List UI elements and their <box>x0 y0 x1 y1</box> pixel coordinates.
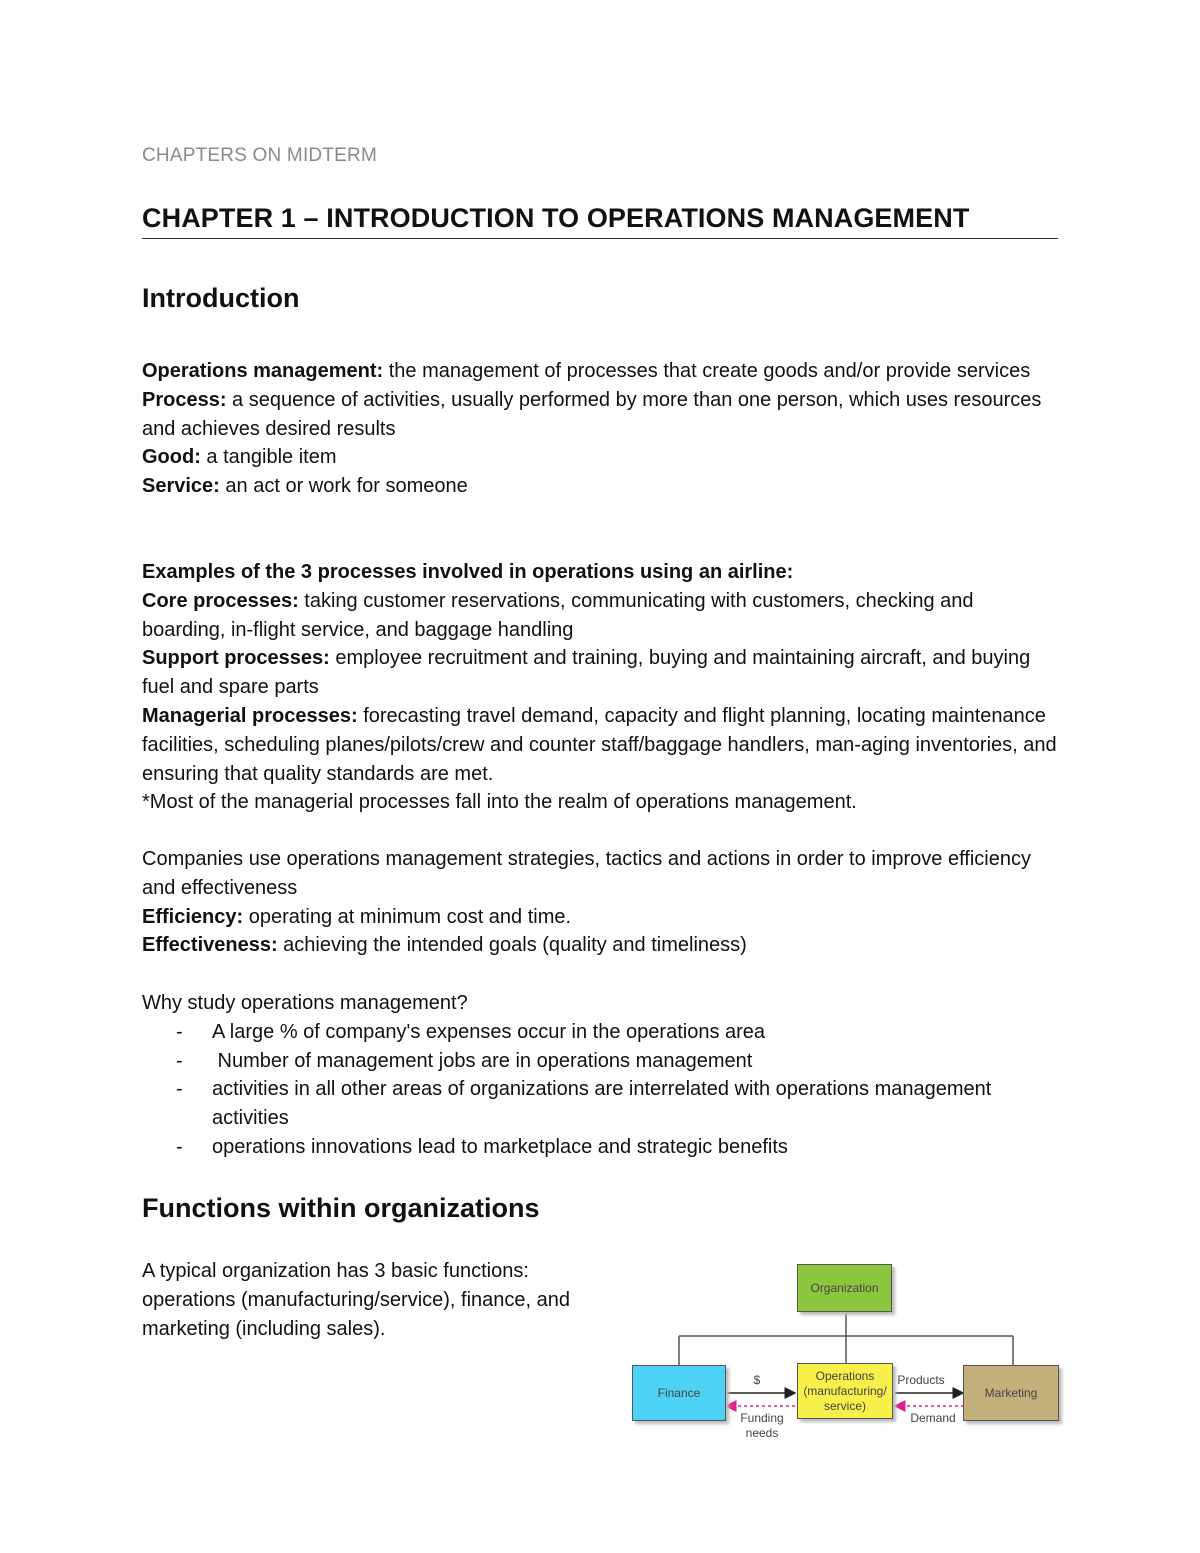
money-label: $ <box>753 1373 761 1387</box>
definition-effectiveness <box>142 931 1058 960</box>
definition-efficiency <box>142 903 1058 932</box>
term: Process: <box>142 388 227 411</box>
term: Core processes: <box>142 589 299 612</box>
organization-box: Organization <box>797 1264 892 1312</box>
definition-process <box>142 386 1058 444</box>
examples-heading: Examples of the 3 processes involved in operations using an airline: <box>142 561 794 583</box>
list-item: - operations innovations lead to marketplace and strategic benefits <box>142 1133 1058 1162</box>
why-study-block <box>142 989 1058 1162</box>
managerial-processes <box>142 702 1058 788</box>
term: Service: <box>142 475 220 498</box>
finance-box: Finance <box>632 1365 726 1421</box>
definition-good <box>142 443 1058 472</box>
why-question: Why study operations management? <box>142 992 468 1014</box>
efficiency-intro: Companies use operations management strategies, tactics and actions in order to improve efficiency and effectiveness <box>142 848 1031 899</box>
products-label: Products <box>897 1373 945 1387</box>
term: Efficiency: <box>142 905 244 928</box>
operations-box: Operations (manufacturing/ service) <box>797 1363 893 1419</box>
examples-block <box>142 558 1058 817</box>
term: Support processes: <box>142 647 330 670</box>
definition-text: taking customer reservations, communicating with customers, checking and boarding, in-flight service, and baggage handling <box>142 589 974 641</box>
definitions-block <box>142 357 1058 501</box>
organization-functions-diagram <box>627 1258 1067 1448</box>
definition-text: employee recruitment and training, buying and maintaining aircraft, and buying fuel and spare parts <box>142 647 1031 699</box>
list-item: - Number of management jobs are in operations management <box>142 1047 1058 1076</box>
functions-paragraph: A typical organization has 3 basic functions: operations (manufacturing/service), finance, and marketing (including sales). <box>142 1260 571 1340</box>
definition-text: achieving the intended goals (quality and timeliness) <box>277 934 747 957</box>
efficiency-block <box>142 845 1058 960</box>
funding-label: Funding needs <box>740 1411 784 1440</box>
definition-text: forecasting travel demand, capacity and flight planning, locating maintenance facilities, scheduling planes/pilots/crew and counter staff/baggage handlers, man-aging inventories, and ensuring that quality standards are met. <box>142 704 1057 785</box>
section-heading-functions: Functions within organizations <box>142 1193 540 1223</box>
definition-service <box>142 472 1058 501</box>
term: Good: <box>142 446 201 469</box>
section-heading-introduction: Introduction <box>142 283 300 313</box>
demand-label: Demand <box>910 1411 956 1425</box>
managerial-note: *Most of the managerial processes fall into the realm of operations management. <box>142 791 857 814</box>
definition-text: a sequence of activities, usually performed by more than one person, which uses resources and achieves desired results <box>142 388 1042 440</box>
term: Effectiveness: <box>142 934 278 957</box>
definition-text: a tangible item <box>200 446 337 469</box>
chapter-title: CHAPTER 1 – INTRODUCTION TO OPERATIONS MANAGEMENT <box>142 203 1058 239</box>
page-header: CHAPTERS ON MIDTERM <box>142 145 377 166</box>
marketing-box: Marketing <box>963 1365 1059 1421</box>
list-item: - activities in all other areas of organizations are interrelated with operations management activities <box>142 1075 1058 1133</box>
list-item: - A large % of company's expenses occur in the operations area <box>142 1018 1058 1047</box>
functions-text <box>142 1257 582 1343</box>
term: Managerial processes: <box>142 704 358 727</box>
support-processes <box>142 644 1058 702</box>
why-list <box>142 1018 1058 1162</box>
core-processes <box>142 587 1058 645</box>
definition-text: operating at minimum cost and time. <box>243 905 572 928</box>
term: Operations management: <box>142 360 384 382</box>
definition-operations-management <box>142 357 1058 386</box>
definition-text: an act or work for someone <box>219 475 468 498</box>
definition-text: the management of processes that create goods and/or provide services <box>383 360 1031 382</box>
